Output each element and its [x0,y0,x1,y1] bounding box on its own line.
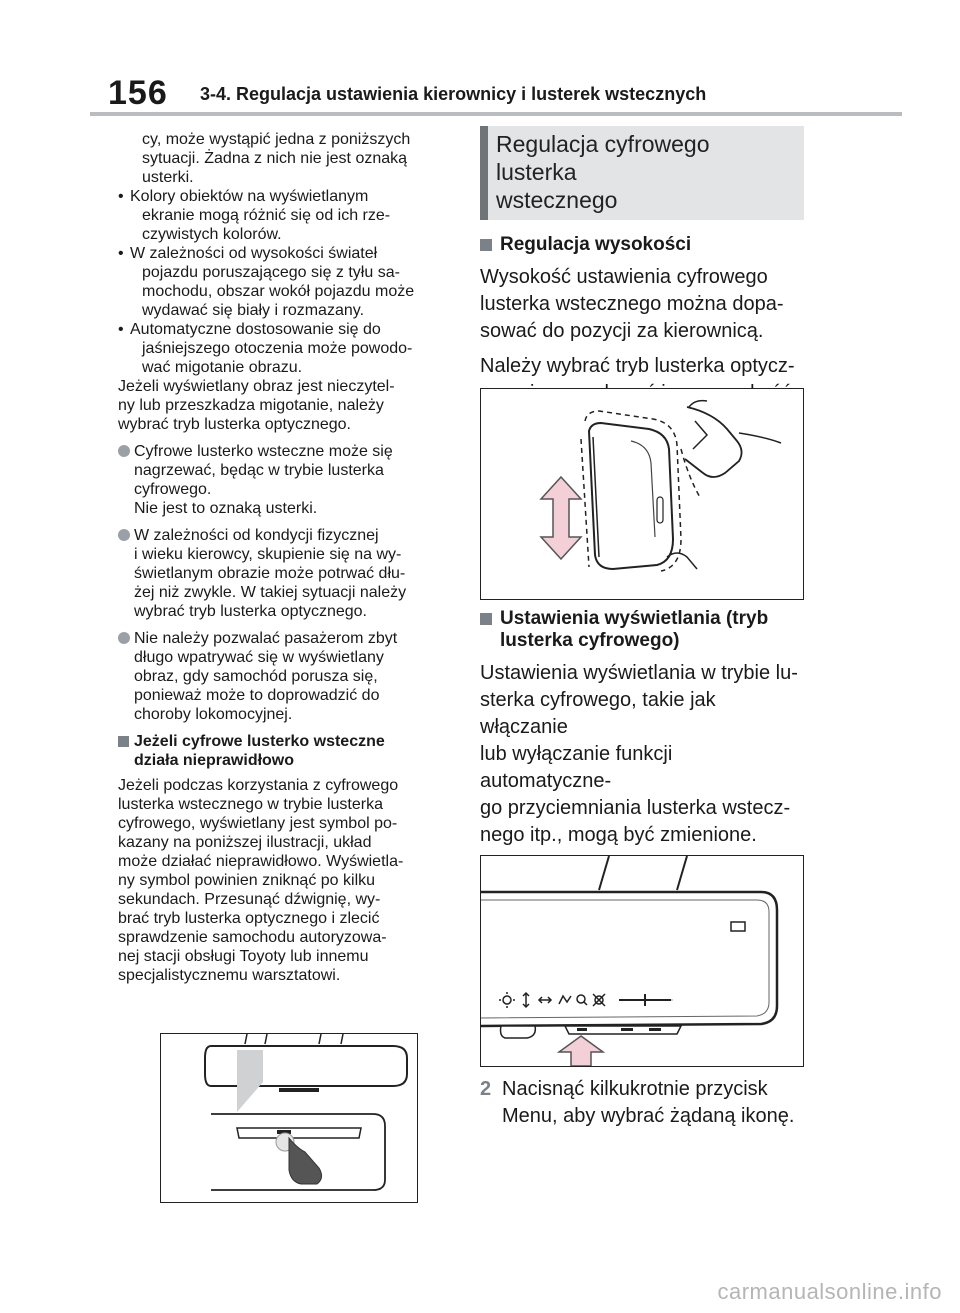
malfunction-symbol-illustration [160,1033,418,1203]
text-line: usterki. [142,169,194,186]
bullet-mark: • [118,188,124,205]
square-bullet-icon [480,239,492,251]
text-line: i wieku kierowcy, skupienie się na wy- [134,546,402,563]
malfunction-text [118,776,458,985]
mirror-buttons [501,1026,536,1038]
mirror-outline [205,1046,407,1086]
bullet-mark: • [118,321,124,338]
text-line: wydawać się biały i rozmazany. [142,302,365,319]
text-line: Regulacja cyfrowego lusterka [496,131,710,185]
bullet-item [118,244,458,320]
square-bullet-icon [118,736,129,747]
step-2 [480,1076,804,1130]
text-line: Należy wybrać tryb lusterka optycz- [480,355,795,377]
text-line: choroby lokomocyjnej. [134,706,293,723]
text-line: działa nieprawidłowo [134,752,295,769]
text-line: wybrać tryb lusterka optycznego. [118,416,351,433]
malfunction-heading [118,732,458,770]
text-line: sterka cyfrowego, takie jak włączanie [480,689,716,738]
mirror-mount [685,407,742,477]
text-line: Jeżeli cyfrowe lusterko wsteczne [134,733,385,750]
text-line: Nacisnąć kilkukrotnie przycisk [502,1078,768,1100]
watermark: carmanualsonline.info [717,1279,942,1304]
square-bullet-icon [480,613,492,625]
text-line: Ustawienia wyświetlania (tryb [500,608,769,629]
mirror-display-illustration [480,855,804,1067]
malfunction-symbol-area [237,1050,263,1082]
text-line: kazany na poniższej ilustracji, układ [118,834,372,851]
camera-status-icon [731,922,745,931]
text-line: długo wpatrywać się w wyświetlany [134,649,384,666]
text-line: Nie należy pozwalać pasażerom zbyt [134,630,398,647]
note-item [118,442,458,518]
note-dot-icon [118,529,130,541]
display-heading [480,608,804,652]
mirror-body [589,423,673,569]
mirror-height-illustration [480,388,804,600]
text-line: mochodu, obszar wokół pojazdu może [142,283,415,300]
right-column-step2 [480,1076,804,1130]
text-line: cyfrowego. [134,481,212,498]
text-line: go przyciemniania lusterka wstecz- [480,797,791,819]
text-line: czywistych kolorów. [142,226,282,243]
text-line: sytuacji. Żadna z nich nie jest oznaką [142,150,408,167]
note-dot-icon [118,445,130,457]
up-down-arrow-icon [541,477,581,559]
text-line: ny symbol powinien zniknąć po kilku [118,872,376,889]
text-line: nego itp., mogą być zmienione. [480,824,757,846]
text-line: obraz, gdy samochód porusza się, [134,668,378,685]
text-line: może działać nieprawidłowo. Wyświetla- [118,853,404,870]
text-line: ekranie mogą różnić się od ich rze- [142,207,391,224]
text-line: W zależności od wysokości świateł [130,245,378,262]
text-line: cyfrowego, wyświetlany jest symbol po- [118,815,398,832]
text-line: lusterka wstecznego w trybie lusterka [118,796,383,813]
text-line: specjalistycznemu warsztatowi. [118,967,341,984]
text-line: nej stacji obsługi Toyoty lub innemu [118,948,369,965]
text-line: brać tryb lusterka optycznego i zlecić [118,910,380,927]
display-paragraph [480,660,804,849]
text-line: lusterka wstecznego można dopa- [480,293,784,315]
text-line: Nie jest to oznaką usterki. [134,500,318,517]
page-number: 156 [108,74,168,112]
text-line: sprawdzenie samochodu autoryzowa- [118,929,387,946]
text-line: jaśniejszego otoczenia może powodo- [142,340,413,357]
section-heading [480,126,804,220]
bullet-mark: • [118,245,124,262]
text-line: wstecznego [496,187,618,213]
text-line: ponieważ może to doprowadzić do [134,687,380,704]
text-line: Kolory obiektów na wyświetlanym [130,188,369,205]
flicker-paragraph [118,377,458,434]
height-paragraph-1 [480,264,804,345]
text-line: Jeżeli wyświetlany obraz jest nieczytel- [118,378,395,395]
text-line: Automatyczne dostosowanie się do [130,321,381,338]
text-line: cy, może wystąpić jedna z poniższych [142,131,411,148]
running-head: 3-4. Regulacja ustawienia kierownicy i lusterek wstecznych [200,84,707,104]
note-item [118,526,458,621]
text-line: sekundach. Przesunąć dźwignię, wy- [118,891,381,908]
text-line: Wysokość ustawienia cyfrowego [480,266,768,288]
text-line: żej niż zwykle. W takiej sytuacji należy [134,584,407,601]
text-line: sować do pozycji za kierownicą. [480,320,764,342]
text-line: nagrzewać, będąc w trybie lusterka [134,462,384,479]
bullet-item [118,320,458,377]
text-line: ny lub przeszkadza migotanie, należy [118,397,384,414]
text-line: pojazdu poruszającego się z tyłu sa- [142,264,400,281]
up-arrow-icon [559,1036,603,1066]
note-dot-icon [118,632,130,644]
text-line: W zależności od kondycji fizycznej [134,527,379,544]
height-heading: Regulacja wysokości [480,234,804,256]
header-rule [90,112,902,116]
text-line: Ustawienia wyświetlania w trybie lu- [480,662,798,684]
bullet-item [118,187,458,244]
text-line: świetlanym obrazie może potrwać dłu- [134,565,406,582]
note-item [118,629,458,724]
text-line: Jeżeli podczas korzystania z cyfrowego [118,777,399,794]
step-number: 2 [480,1078,492,1100]
text-line: lusterka cyfrowego) [500,630,680,651]
text-line: lub wyłączanie funkcji automatyczne- [480,743,673,792]
text-line: Menu, aby wybrać żądaną ikonę. [502,1105,795,1127]
text-line: Cyfrowe lusterko wsteczne może się [134,443,393,460]
left-column [118,130,458,985]
text-line: wać migotanie obrazu. [142,359,303,376]
text-line: wybrać tryb lusterka optycznego. [134,603,367,620]
menu-icons [499,992,605,1008]
intro-text [118,130,458,187]
